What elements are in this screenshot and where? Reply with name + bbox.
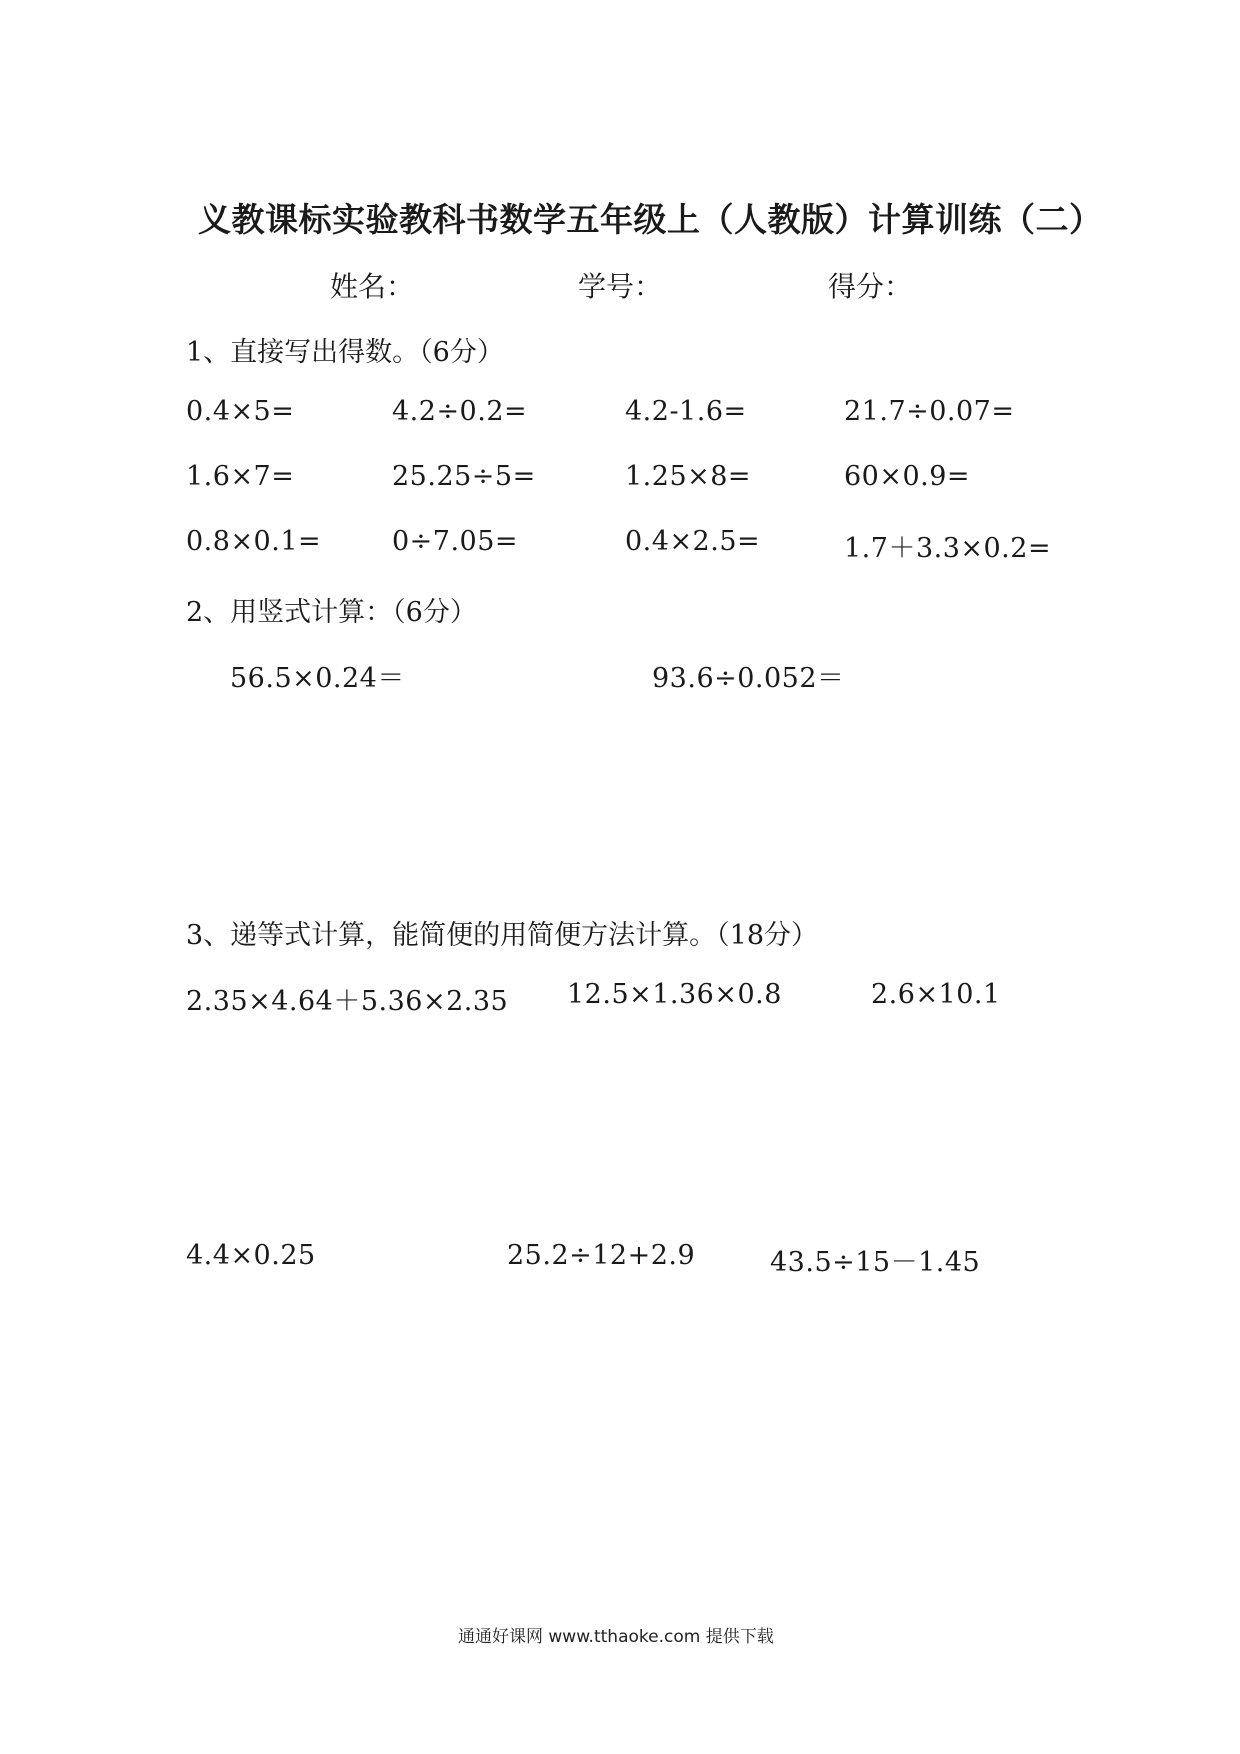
page-title: 义教课标实验教科书数学五年级上（人教版）计算训练（二） [198, 200, 1103, 239]
oral-calc-item: 25.25÷5= [392, 461, 536, 492]
step-calc-item: 2.35×4.64＋5.36×2.35 [186, 986, 509, 1017]
footer-credit: 通通好课网 www.tthaoke.com 提供下载 [458, 1627, 774, 1647]
section-2-heading: 2、用竖式计算：（6分） [186, 597, 477, 628]
oral-calc-item: 4.2÷0.2= [392, 396, 528, 427]
vertical-calc-item: 93.6÷0.052＝ [652, 663, 845, 694]
oral-calc-item: 0.4×5= [186, 396, 295, 427]
oral-calc-item: 60×0.9= [844, 461, 971, 492]
oral-calc-item: 1.7＋3.3×0.2= [844, 533, 1052, 564]
score-field-label: 得分： [828, 270, 913, 303]
step-calc-item: 43.5÷15－1.45 [770, 1247, 981, 1278]
oral-calc-item: 21.7÷0.07= [844, 396, 1015, 427]
student-number-field-label: 学号： [578, 270, 663, 303]
oral-calc-item: 4.2-1.6= [625, 396, 747, 427]
step-calc-item: 4.4×0.25 [186, 1240, 316, 1271]
vertical-calc-item: 56.5×0.24＝ [230, 663, 405, 694]
oral-calc-item: 0.8×0.1= [186, 526, 322, 557]
step-calc-item: 25.2÷12+2.9 [507, 1240, 696, 1271]
name-field-label: 姓名： [330, 270, 415, 303]
step-calc-item: 12.5×1.36×0.8 [567, 979, 782, 1010]
section-1-heading: 1、直接写出得数。（6分） [186, 337, 504, 368]
oral-calc-item: 0÷7.05= [392, 526, 519, 557]
step-calc-item: 2.6×10.1 [871, 979, 1001, 1010]
section-3-heading: 3、递等式计算，能简便的用简便方法计算。（18分） [186, 920, 819, 951]
oral-calc-item: 0.4×2.5= [625, 526, 761, 557]
oral-calc-item: 1.6×7= [186, 461, 295, 492]
oral-calc-item: 1.25×8= [625, 461, 752, 492]
